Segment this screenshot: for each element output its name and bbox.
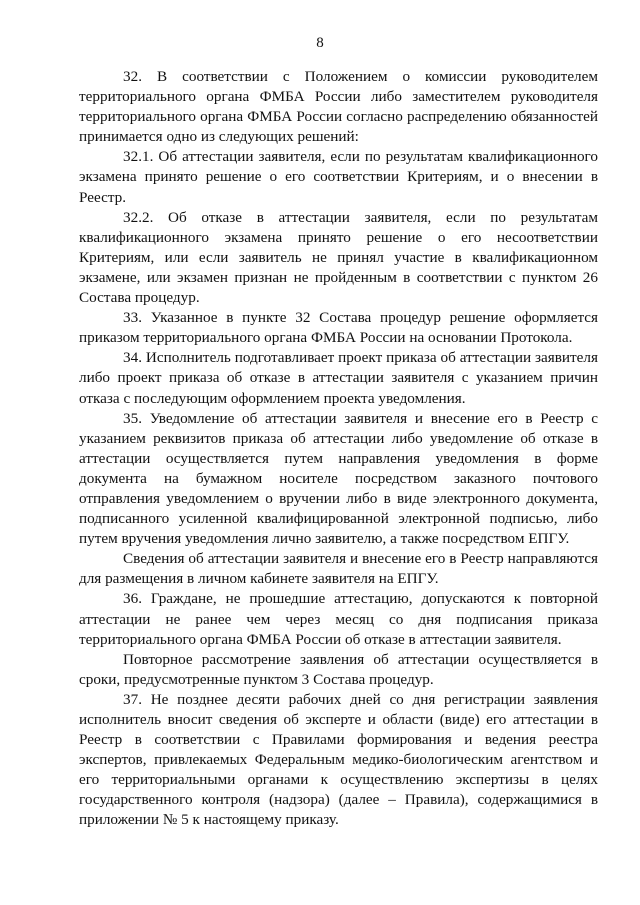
paragraph-37: 37. Не позднее десяти рабочих дней со дня регистрации заявления исполнитель вносит сведения об эксперте и области (виде) его аттестации в Реестр в соответствии с Правилами формирования и ведения реестра экспертов, привлекаемых Федеральным медико-биологическим агентством и его территориальными органами к осуществлению экспертизы в целях государственного контроля (надзора) (далее – Правила), содержащимися в приложении № 5 к настоящему приказу. xyxy=(79,690,598,829)
paragraph-32: 32. В соответствии с Положением о комиссии руководителем территориального органа ФМБА России либо заместителем руководителя территориального органа ФМБА России согласно распределению обязанностей принимается одно из следующих решений: xyxy=(79,68,598,146)
paragraph-36-repeat: Повторное рассмотрение заявления об аттестации осуществляется в сроки, предусмотренные пунктом 3 Состава процедур. xyxy=(79,650,598,688)
paragraph-34: 34. Исполнитель подготавливает проект приказа об аттестации заявителя либо проект приказа об отказе в аттестации заявителя с указанием причин отказа с последующим оформлением проекта уведомления. xyxy=(79,349,598,407)
paragraph-35: 35. Уведомление об аттестации заявителя и внесение его в Реестр с указанием реквизитов приказа об аттестации либо уведомление об отказе в аттестации осуществляется путем направления уведомления в форме документа на бумажном носителе посредством заказного почтового отправления уведомлением о вручении либо в виде электронного документа, подписанного усиленной квалифицированной электронной подписью, либо путем вручения уведомления лично заявителю, а также посредством ЕПГУ. xyxy=(79,409,598,548)
paragraph-32-1: 32.1. Об аттестации заявителя, если по результатам квалификационного экзамена принято решение о его соответствии Критериям, и о внесении в Реестр. xyxy=(79,148,598,206)
paragraph-33: 33. Указанное в пункте 32 Состава процедур решение оформляется приказом территориального органа ФМБА России на основании Протокола. xyxy=(79,309,598,347)
document-body xyxy=(79,67,598,831)
paragraph-36: 36. Граждане, не прошедшие аттестацию, допускаются к повторной аттестации не ранее чем через месяц со дня подписания приказа территориального органа ФМБА России об отказе в аттестации заявителя. xyxy=(79,590,598,648)
page-number: 8 xyxy=(316,35,324,51)
paragraph-35-epgu: Сведения об аттестации заявителя и внесение его в Реестр направляются для размещения в личном кабинете заявителя на ЕПГУ. xyxy=(79,550,598,588)
paragraph-32-2: 32.2. Об отказе в аттестации заявителя, если по результатам квалификационного экзамена принято решение о его несоответствии Критериям, или если заявитель не принял участие в квалификационном экзамене, или экзамен признан не пройденным в соответствии с пунктом 26 Состава процедур. xyxy=(79,208,598,307)
